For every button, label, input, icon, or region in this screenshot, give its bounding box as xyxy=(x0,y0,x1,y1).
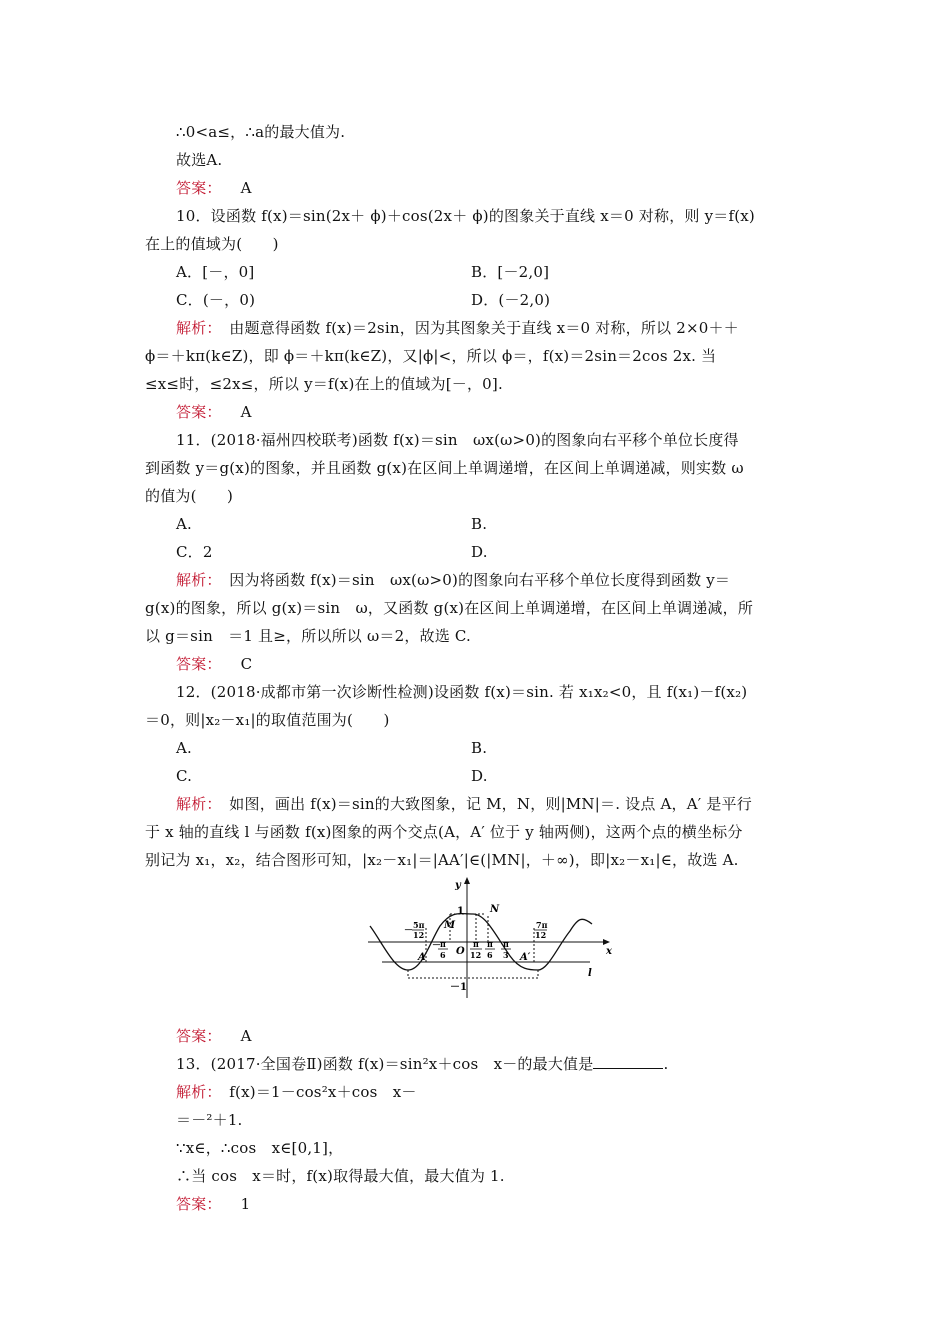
label-M: M xyxy=(444,920,456,931)
text-line: 故选A. xyxy=(176,151,223,169)
answer-label: 答案： xyxy=(176,179,222,197)
option-c: C．2 xyxy=(176,543,213,561)
tick-num: π xyxy=(487,939,493,949)
option-d: D．(－2,0) xyxy=(471,291,551,309)
text-line: 在上的值域为( ) xyxy=(145,235,279,253)
analysis-label: 解析： xyxy=(176,795,215,813)
answer-label: 答案： xyxy=(176,403,222,421)
analysis-line xyxy=(176,570,730,590)
tick-num: π xyxy=(440,939,446,949)
x-axis-arrow-icon xyxy=(603,939,610,945)
label-neg-one: －1 xyxy=(450,982,467,993)
label-A-prime: A′ xyxy=(520,952,531,963)
analysis-line xyxy=(176,794,752,814)
question-11-stem: 11．(2018·福州四校联考)函数 f(x)＝sin ωx(ω>0)的图象向右平移个单位长度得 xyxy=(176,431,739,449)
tick-den: 12 xyxy=(413,930,425,940)
tick-num: π xyxy=(473,939,479,949)
option-b: B. xyxy=(471,515,488,533)
option-b: B．[－2,0] xyxy=(471,263,550,281)
answer-line xyxy=(176,654,252,674)
answer-value: A xyxy=(240,179,252,197)
tick-sign: － xyxy=(432,941,442,951)
answer-blank xyxy=(593,1054,663,1069)
analysis-label: 解析： xyxy=(176,319,215,337)
y-axis-label: y xyxy=(455,880,461,891)
option-c: C．(－，0) xyxy=(176,291,256,309)
sine-graph-figure xyxy=(360,876,620,1006)
analysis-label: 解析： xyxy=(176,1083,215,1101)
tick-num: 7π xyxy=(536,920,548,930)
tick-den: 3 xyxy=(503,950,509,960)
y-axis-arrow-icon xyxy=(464,877,470,884)
option-b: B. xyxy=(471,739,488,757)
label-one: 1 xyxy=(457,906,464,917)
answer-value: A xyxy=(240,403,252,421)
answer-label: 答案： xyxy=(176,1195,222,1213)
answer-value: A xyxy=(240,1027,252,1045)
answer-label: 答案： xyxy=(176,655,222,673)
question-13-stem xyxy=(176,1054,668,1074)
tick-den: 12 xyxy=(470,950,482,960)
tick-num: π xyxy=(503,939,509,949)
analysis-text: 由题意得函数 f(x)＝2sin，因为其图象关于直线 x＝0 对称，所以 2×0＋＋ xyxy=(214,319,739,337)
answer-line xyxy=(176,1026,252,1046)
text-line: ≤x≤时，≤2x≤，所以 y＝f(x)在上的值域为[－，0]. xyxy=(145,375,503,393)
question-13-period: . xyxy=(663,1055,669,1073)
analysis-text: 如图，画出 f(x)＝sin的大致图象，记 M，N，则|MN|＝. 设点 A，A′ 是平行 xyxy=(214,795,752,813)
answer-line xyxy=(176,1194,250,1214)
option-c: C. xyxy=(176,767,193,785)
label-l: l xyxy=(588,968,592,979)
text-line: 于 x 轴的直线 l 与函数 f(x)图象的两个交点(A，A′ 位于 y 轴两侧)，这两个点的横坐标分 xyxy=(145,823,743,841)
text-line: ∴当 cos x＝时，f(x)取得最大值，最大值为 1. xyxy=(176,1167,505,1185)
analysis-text: f(x)＝1－cos²x＋cos x－ xyxy=(214,1083,417,1101)
text-line: ∵x∈，∴cos x∈[0,1]， xyxy=(176,1139,344,1157)
question-13-text: 13．(2017·全国卷Ⅱ)函数 f(x)＝sin²x＋cos x－的最大值是 xyxy=(176,1055,594,1073)
analysis-line xyxy=(176,1082,417,1102)
tick-den: 6 xyxy=(440,950,446,960)
question-12-stem: 12．(2018·成都市第一次诊断性检测)设函数 f(x)＝sin. 若 x₁x₂<0，且 f(x₁)－f(x₂) xyxy=(176,683,748,701)
text-line: ＝－²＋1. xyxy=(176,1111,243,1129)
tick-den: 6 xyxy=(487,950,493,960)
tick-num: 5π xyxy=(413,920,425,930)
text-line: 到函数 y＝g(x)的图象，并且函数 g(x)在区间上单调递增，在区间上单调递减，则实数 ω xyxy=(145,459,744,477)
text-line: ∴0<a≤，∴a的最大值为. xyxy=(176,123,346,141)
tick-sign: － xyxy=(404,926,414,936)
answer-line xyxy=(176,402,252,422)
option-a: A. xyxy=(176,515,193,533)
option-a: A．[－，0] xyxy=(176,263,255,281)
text-line: ＝0，则|x₂－x₁|的取值范围为( ) xyxy=(145,711,390,729)
option-a: A. xyxy=(176,739,193,757)
analysis-text: 因为将函数 f(x)＝sin ωx(ω>0)的图象向右平移个单位长度得到函数 y＝ xyxy=(214,571,731,589)
text-line: 的值为( ) xyxy=(145,487,234,505)
label-N: N xyxy=(490,904,500,915)
answer-value: 1 xyxy=(240,1195,251,1213)
label-A: A xyxy=(418,952,426,963)
tick-den: 12 xyxy=(535,930,547,940)
text-line: 以 g＝sin ＝1 且≥，所以所以 ω＝2，故选 C. xyxy=(145,627,472,645)
question-10-stem: 10．设函数 f(x)＝sin(2x＋ ϕ)＋cos(2x＋ ϕ)的图象关于直线 x＝0 对称，则 y＝f(x) xyxy=(176,207,755,225)
answer-line xyxy=(176,178,252,198)
text-line: 别记为 x₁，x₂，结合图形可知，|x₂－x₁|＝|AA′|∈(|MN|，＋∞)，即|x₂－x₁|∈，故选 A. xyxy=(145,851,739,869)
option-d: D. xyxy=(471,767,488,785)
answer-value: C xyxy=(240,655,253,673)
x-axis-label: x xyxy=(606,946,612,957)
text-line: g(x)的图象，所以 g(x)＝sin ω，又函数 g(x)在区间上单调递增，在区间上单调递减，所 xyxy=(145,599,754,617)
answer-label: 答案： xyxy=(176,1027,222,1045)
text-line: ϕ＝＋kπ(k∈Z)，即 ϕ＝＋kπ(k∈Z)，又|ϕ|<，所以 ϕ＝，f(x)＝2sin＝2cos 2x. 当 xyxy=(145,347,717,365)
analysis-label: 解析： xyxy=(176,571,215,589)
label-O: O xyxy=(456,946,465,957)
option-d: D. xyxy=(471,543,488,561)
analysis-line xyxy=(176,318,739,338)
